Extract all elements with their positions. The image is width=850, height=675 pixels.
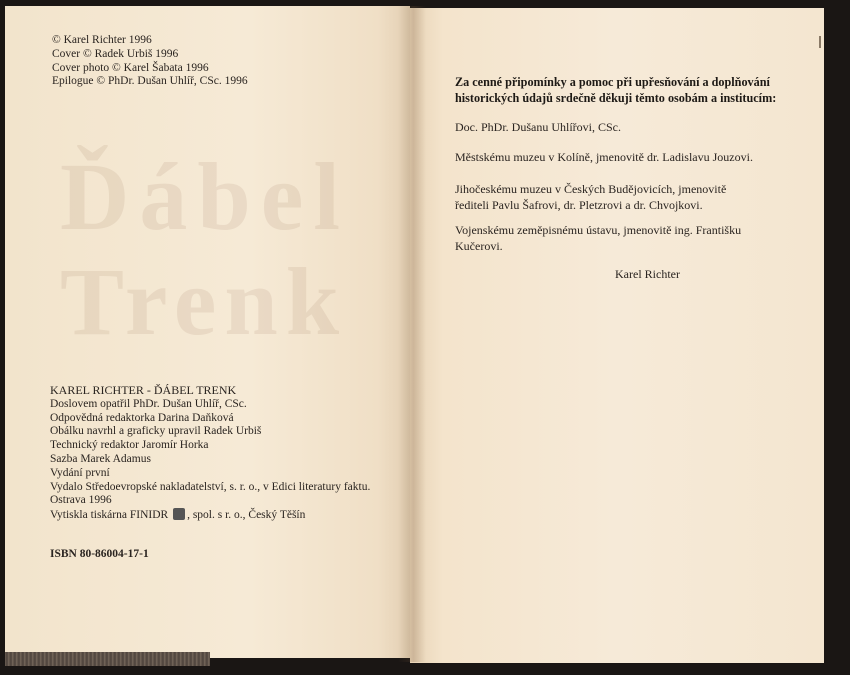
copyright-block	[52, 34, 248, 89]
credit-line: Vydání první	[50, 466, 110, 479]
heading-line: Za cenné připomínky a pomoc při upřesňování a doplňování	[455, 75, 770, 89]
heading-line: historických údajů srdečně děkuji těmto osobám a institucím:	[455, 91, 777, 105]
copyright-line: Cover © Radek Urbiš 1996	[52, 47, 179, 60]
credits-block	[50, 384, 370, 523]
author-signature: Karel Richter	[615, 267, 680, 281]
credit-line: Obálku navrhl a graficky upravil Radek Urbiš	[50, 425, 262, 438]
acknowledgement-item: Doc. PhDr. Dušanu Uhlířovi, CSc.	[455, 120, 621, 134]
book-title-line: KAREL RICHTER - ĎÁBEL TRENK	[50, 383, 237, 397]
book-spine	[398, 6, 426, 662]
item-line: Kučerovi.	[455, 238, 503, 253]
printer-logo-icon	[173, 508, 185, 520]
bleed-through-text: Trenk	[60, 248, 348, 355]
copyright-line: Cover photo © Karel Šabata 1996	[52, 61, 209, 74]
page-mark	[819, 36, 821, 48]
acknowledgement-item	[455, 182, 726, 213]
copyright-line: Epilogue © PhDr. Dušan Uhlíř, CSc. 1996	[52, 75, 248, 88]
item-line: Vojenskému zeměpisnému ústavu, jmenovitě ing. Františku	[455, 223, 742, 237]
item-line: řediteli Pavlu Šafrovi, dr. Pletzrovi a dr. Chvojkovi.	[455, 197, 703, 212]
right-page	[410, 8, 824, 663]
item-line: Jihočeskému muzeu v Českých Budějovicích, jmenovitě	[455, 182, 727, 196]
printer-location: , spol. s r. o., Český Těšín	[187, 509, 306, 522]
credit-line: Sazba Marek Adamus	[50, 452, 151, 465]
copyright-line: © Karel Richter 1996	[52, 34, 152, 46]
printer-name: Vytiskla tiskárna FINIDR	[50, 509, 169, 522]
isbn: ISBN 80-86004-17-1	[50, 548, 149, 560]
credit-line: Ostrava 1996	[50, 494, 112, 507]
cover-edge	[5, 652, 210, 666]
printer-line	[50, 508, 370, 523]
acknowledgement-item: Městskému muzeu v Kolíně, jmenovitě dr. Ladislavu Jouzovi.	[455, 150, 753, 164]
bleed-through-text: Ďábel	[60, 143, 350, 250]
credit-line: Technický redaktor Jaromír Horka	[50, 439, 209, 452]
acknowledgement-item	[455, 223, 741, 254]
credit-line: Vydalo Středoevropské nakladatelství, s. r. o., v Edici literatury faktu.	[50, 480, 371, 493]
acknowledgement-heading	[455, 74, 776, 106]
credit-line: Odpovědná redaktorka Darina Daňková	[50, 411, 234, 424]
credit-line: Doslovem opatřil PhDr. Dušan Uhlíř, CSc.	[50, 397, 247, 410]
